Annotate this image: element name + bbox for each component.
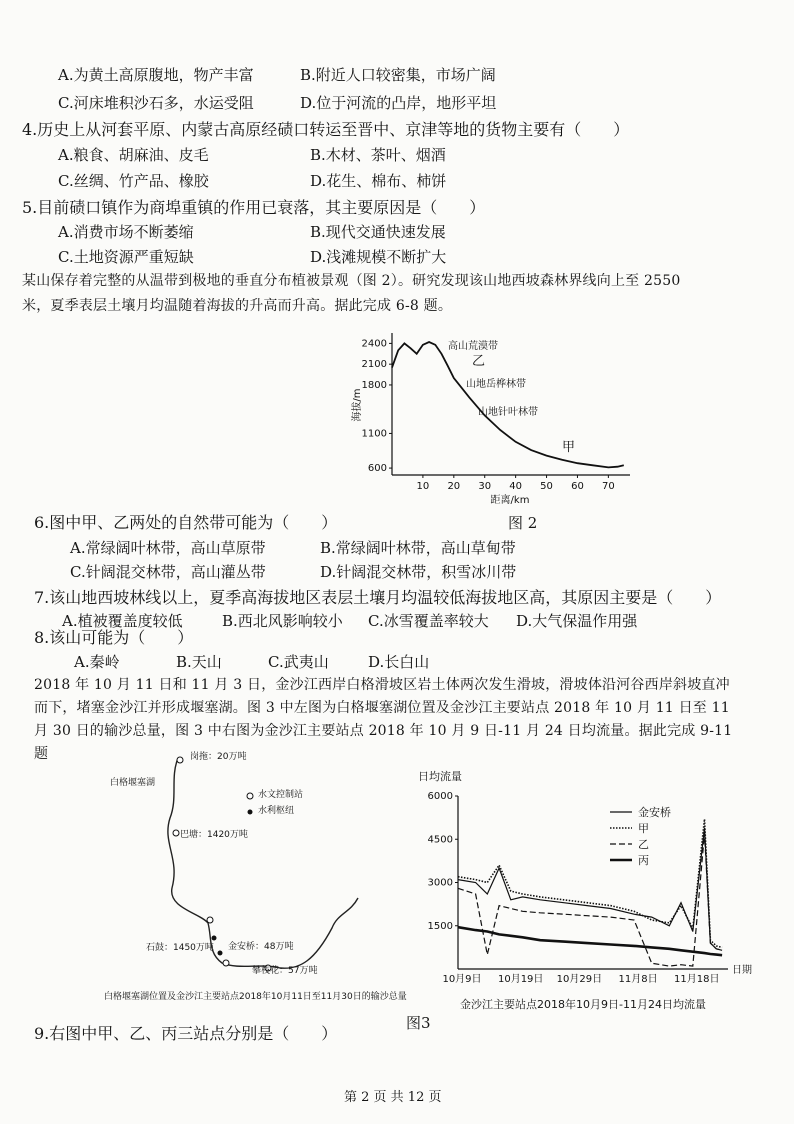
- elevation-profile-line: [392, 342, 624, 467]
- map-label-gangtuo: 岗拖：20万吨: [190, 752, 247, 762]
- passage-2-line-1: 2018 年 10 月 11 日和 11 月 3 日，金沙江西岸白格滑坡区岩土体两次发生滑坡，滑坡体沿河谷西岸斜坡直冲: [34, 677, 730, 693]
- q4-option-b: B.木材、茶叶、烟酒: [310, 146, 446, 164]
- figure-2-caption: 图 2: [508, 514, 538, 532]
- passage-2-line-2: 而下，堵塞金沙江并形成堰塞湖。图 3 中左图为白格堰塞湖位置及金沙江主要站点 2018 年 10 月 11 日至 11: [34, 700, 730, 716]
- legend-label-3: 乙: [638, 838, 649, 851]
- passage-2-line-4: 题: [34, 746, 49, 762]
- map-label-panzhihua: 攀枝花：57万吨: [252, 966, 318, 976]
- flow-series-4: [458, 927, 722, 955]
- q5-option-d: D.浅滩规模不断扩大: [310, 248, 447, 266]
- dam-marker-2: [218, 951, 223, 956]
- station-marker-shigu: [207, 917, 213, 923]
- x-tick-label: 50: [540, 481, 553, 492]
- label-conifer-forest: 山地针叶林带: [478, 407, 538, 418]
- page-footer: 第 2 页 共 12 页: [344, 1090, 442, 1105]
- x-tick-label: 30: [478, 481, 492, 492]
- map-label-lake: 白格堰塞湖: [110, 778, 156, 788]
- passage-1-line-1: 某山保存着完整的从温带到极地的垂直分布植被景观（图 2）。研究发现该山地西坡森林界线向上至 2550: [22, 273, 681, 289]
- map-label-jinanqiao: 金安桥：48万吨: [228, 942, 294, 952]
- map-label-batang: 巴塘：1420万吨: [180, 830, 248, 840]
- legend-dam-symbol: [248, 810, 253, 815]
- q3-option-b: B.附近人口较密集，市场广阔: [300, 66, 496, 84]
- flow-y-tick-label: 4500: [427, 834, 453, 846]
- figure-3-flow-chart: [410, 784, 780, 994]
- map-caption: 白格堰塞湖位置及金沙江主要站点2018年10月11日至11月30日的输沙总量: [104, 992, 407, 1002]
- flow-x-tick-label: 10月19日: [497, 974, 544, 985]
- flow-chart-title: 日均流量: [418, 770, 462, 783]
- label-yi: 乙: [472, 354, 486, 369]
- q8-option-c: C.武夷山: [268, 653, 329, 671]
- q6-option-a: A.常绿阔叶林带，高山草原带: [70, 539, 266, 557]
- flow-chart-caption: 金沙江主要站点2018年10月9日-11月24日均流量: [460, 998, 706, 1011]
- q4-option-d: D.花生、棉布、柿饼: [310, 172, 447, 190]
- y-tick-label: 1100: [361, 428, 387, 440]
- q9-stem: 9.右图中甲、乙、丙三站点分别是（ ）: [34, 1024, 338, 1043]
- flow-x-axis-label: 日期: [732, 965, 752, 976]
- q3-option-d: D.位于河流的凸岸，地形平坦: [300, 94, 497, 112]
- station-marker-batang: [173, 830, 179, 836]
- flow-y-tick-label: 6000: [427, 791, 453, 802]
- q7-option-c: C.冰雪覆盖率较大: [368, 612, 489, 630]
- q7-option-b: B.西北风影响较小: [222, 612, 343, 630]
- q5-option-a: A.消费市场不断萎缩: [58, 223, 194, 241]
- flow-series-2: [458, 819, 722, 947]
- flow-y-tick-label: 3000: [427, 877, 453, 889]
- passage-2-line-3: 月 30 日的输沙总量，图 3 中右图为金沙江主要站点 2018 年 10 月 9 日-11 月 24 日均流量。据此完成 9-11: [34, 723, 733, 739]
- legend-label-4: 丙: [638, 854, 649, 867]
- q4-option-a: A.粮食、胡麻油、皮毛: [58, 146, 209, 164]
- y-tick-label: 2400: [361, 338, 387, 350]
- legend-station-symbol: [247, 793, 253, 799]
- flow-series-3: [458, 834, 722, 967]
- y-tick-label: 1800: [361, 379, 387, 391]
- q6-stem: 6.图中甲、乙两处的自然带可能为（ ）: [34, 513, 338, 532]
- map-legend-station: 水文控制站: [258, 790, 304, 800]
- q5-option-c: C.土地资源严重短缺: [58, 248, 194, 266]
- label-jia: 甲: [562, 440, 576, 455]
- flow-x-tick-label: 10月29日: [556, 974, 603, 985]
- flow-series-1: [458, 828, 722, 951]
- station-marker-gangtuo: [177, 757, 183, 763]
- legend-label-1: 金安桥: [638, 806, 671, 819]
- x-tick-label: 40: [509, 481, 523, 492]
- q7-option-a: A.植被覆盖度较低: [62, 612, 183, 630]
- q7-stem: 7.该山地西坡林线以上，夏季高海拔地区表层土壤月均温较低海拔地区高，其原因主要是（ ）: [34, 588, 722, 607]
- x-tick-label: 60: [571, 481, 584, 492]
- y-axis-label: 海拔/m: [352, 388, 363, 422]
- q8-option-a: A.秦岭: [74, 653, 120, 671]
- q8-stem: 8.该山可能为（ ）: [34, 628, 194, 647]
- y-tick-label: 600: [367, 463, 387, 475]
- flow-x-tick-label: 11月18日: [674, 974, 720, 985]
- q7-option-d: D.大气保温作用强: [516, 612, 638, 630]
- q5-option-b: B.现代交通快速发展: [310, 223, 446, 241]
- legend-label-2: 甲: [638, 822, 649, 835]
- label-alpine-desert: 高山荒漠带: [448, 341, 498, 352]
- passage-1-line-2: 米，夏季表层土壤月均温随着海拔的升高而升高。据此完成 6-8 题。: [22, 298, 453, 314]
- map-legend-dam: 水利枢纽: [258, 806, 295, 816]
- q6-option-d: D.针阔混交林带，积雪冰川带: [320, 563, 517, 581]
- figure-3-caption: 图3: [406, 1014, 431, 1032]
- x-tick-label: 70: [601, 481, 615, 492]
- dam-marker-1: [212, 936, 217, 941]
- y-tick-label: 2100: [361, 359, 387, 371]
- figure-2-elevation-profile: [340, 325, 640, 510]
- flow-y-tick-label: 1500: [427, 920, 453, 932]
- q4-option-c: C.丝绸、竹产品、橡胶: [58, 172, 209, 190]
- x-tick-label: 10: [416, 481, 430, 492]
- x-axis-label: 距离/km: [490, 495, 530, 506]
- q5-stem: 5.目前碛口镇作为商埠重镇的作用已衰落，其主要原因是（ ）: [22, 198, 486, 217]
- map-label-shigu: 石鼓：1450万吨: [146, 943, 214, 953]
- label-birch-forest: 山地岳桦林带: [466, 379, 526, 390]
- q3-option-a: A.为黄土高原腹地，物产丰富: [58, 66, 254, 84]
- q6-option-b: B.常绿阔叶林带，高山草甸带: [320, 539, 516, 557]
- flow-x-tick-label: 11月8日: [618, 974, 658, 985]
- q8-option-d: D.长白山: [368, 653, 430, 671]
- q8-option-b: B.天山: [176, 653, 222, 671]
- station-marker-jinanqiao: [223, 960, 229, 966]
- q4-stem: 4.历史上从河套平原、内蒙古高原经碛口转运至晋中、京津等地的货物主要有（ ）: [22, 120, 630, 139]
- q3-option-c: C.河床堆积沙石多，水运受阻: [58, 94, 254, 112]
- x-tick-label: 20: [447, 481, 461, 492]
- q6-option-c: C.针阔混交林带，高山灌丛带: [70, 563, 266, 581]
- flow-x-tick-label: 10月9日: [442, 974, 482, 985]
